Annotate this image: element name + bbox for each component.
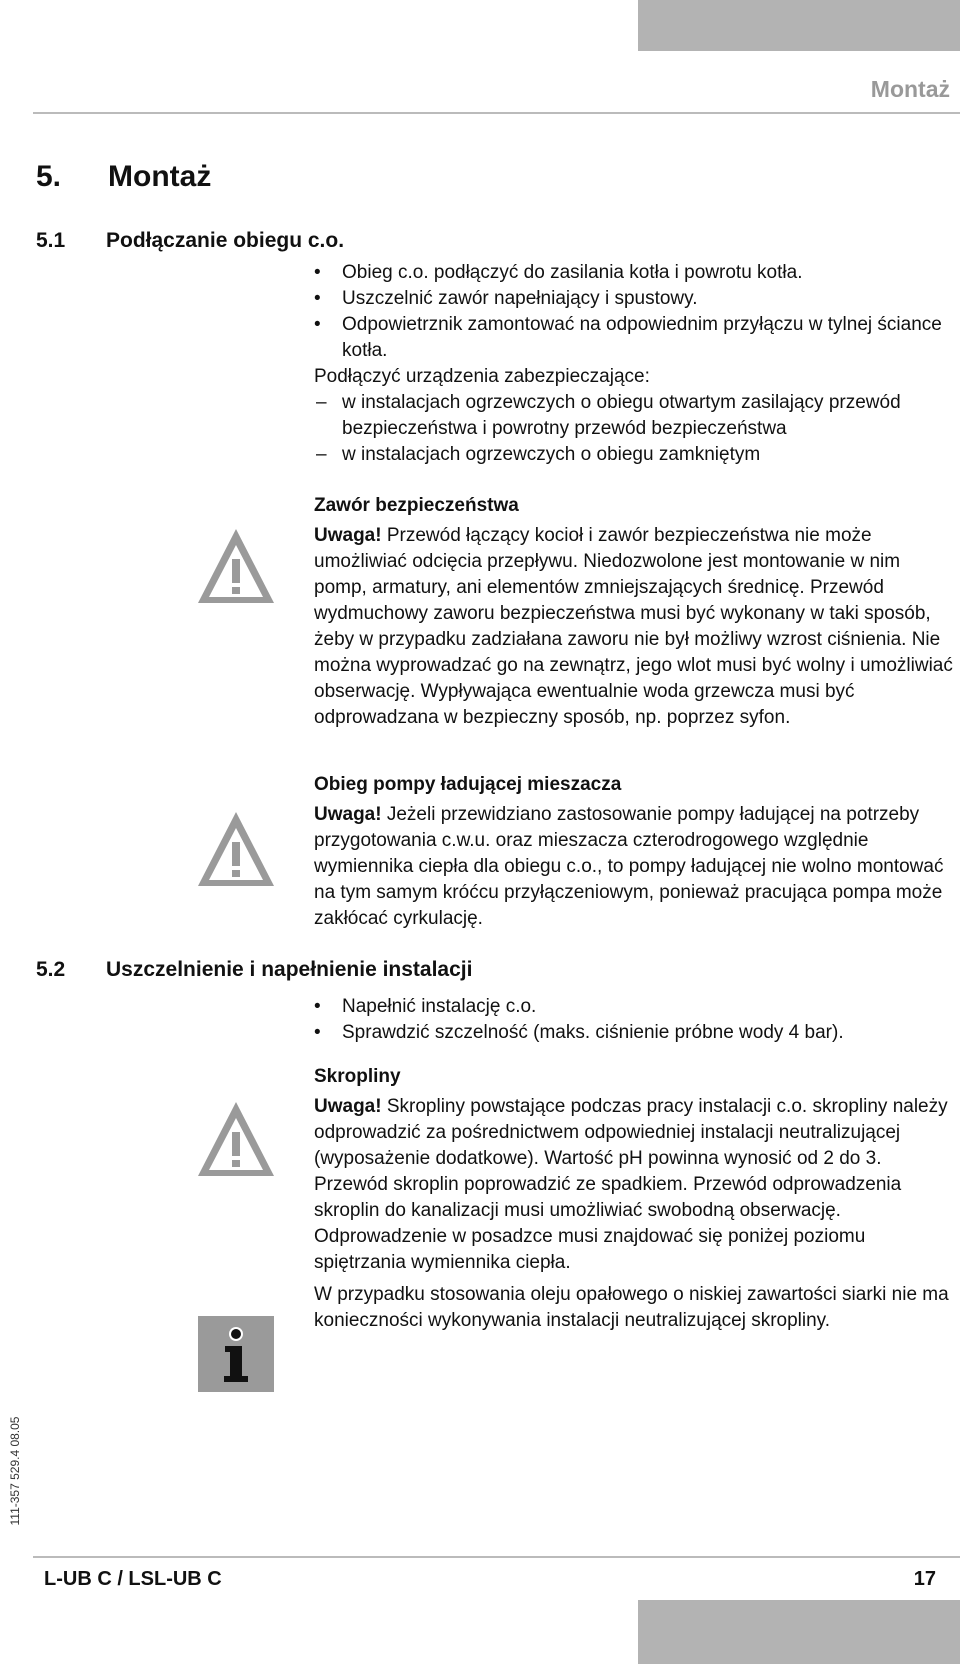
section-number: 5.1 <box>36 229 66 252</box>
bullet-mark: • <box>314 1022 321 1043</box>
bullet-mark: • <box>314 314 321 335</box>
list-item <box>314 994 954 1020</box>
list-item-text: Sprawdzić szczelność (maks. ciśnienie próbne wody 4 bar). <box>342 1022 844 1043</box>
section-5-2-list <box>314 994 954 1046</box>
warning-icon <box>196 810 276 888</box>
list-item-text: Obieg c.o. podłączyć do zasilania kotła i powrotu kotła. <box>342 262 803 283</box>
dash-mark: – <box>316 392 327 413</box>
condensate-paragraph: Przewód skroplin poprowadzić ze spadkiem. Przewód odprowadzenia skroplin do kanalizacji musi umożliwiać swobodną obserwację. Odprowadzenie w posadzce musi znajdować się poniżej poziomu spiętrzania wymiennika ciepła. <box>314 1174 902 1273</box>
list-item-text: w instalacjach ogrzewczych o obiegu otwartym zasilający przewód bezpieczeństwa i powrotny przewód bezpieczeństwa <box>342 392 901 439</box>
section-5-1-list <box>314 260 954 468</box>
section-title: Podłączanie obiegu c.o. <box>106 229 345 252</box>
warning-icon <box>196 1100 276 1178</box>
warning-label: Uwaga! <box>314 804 382 825</box>
section-heading-5-2 <box>36 958 472 982</box>
footer-model: L-UB C / LSL-UB C <box>44 1568 222 1590</box>
warning-icon <box>196 527 276 605</box>
safety-valve-block <box>314 493 954 731</box>
list-item <box>314 442 954 468</box>
safety-intro: Podłączyć urządzenia zabezpieczające: <box>314 366 650 387</box>
document-code: 111-357 529.4 08.05 <box>8 1416 22 1526</box>
list-item <box>314 1020 954 1046</box>
header-rule <box>33 112 960 114</box>
chapter-heading <box>36 160 211 194</box>
list-item-text: Uszczelnić zawór napełniający i spustowy. <box>342 288 698 309</box>
section-heading-5-1 <box>36 229 344 253</box>
section-number: 5.2 <box>36 958 66 981</box>
warning-paragraph <box>314 1094 954 1172</box>
list-item <box>314 312 954 364</box>
page-number: 17 <box>913 1568 936 1590</box>
warning-text: Przewód łączący kocioł i zawór bezpieczeństwa nie może umożliwiać odcięcia przepływu. Niedozwolone jest montowanie w nim pomp, armatury, ani elementów zmniejszających średnicę. Przewód wydmuchowy zaworu bezpieczeństwa musi być wykonany w taki sposób, żeby w przypadku zadziałana zaworu nie był możliwy wzrost ciśnienia. Nie można wyprowadzać go na zewnątrz, jego wlot musi być wolny i umożliwiać obserwację. Wypływająca ewentualnie woda grzewcza musi być odprowadzana w bezpieczny sposób, np. poprzez syfon. <box>314 525 953 728</box>
footer-rule <box>33 1556 960 1558</box>
dash-mark: – <box>316 444 327 465</box>
bullet-mark: • <box>314 288 321 309</box>
warning-text: Skropliny powstające podczas pracy instalacji c.o. skropliny należy odprowadzić za pośrednictwem odpowiedniej instalacji neutralizującej (wyposażenie dodatkowe). Wartość pH powinna wynosić od 2 do 3. <box>314 1096 948 1169</box>
footer-tab <box>638 1600 960 1664</box>
warning-label: Uwaga! <box>314 1096 382 1117</box>
list-item <box>314 390 954 442</box>
warning-paragraph <box>314 802 954 932</box>
condensate-block <box>314 1064 954 1334</box>
subheading: Zawór bezpieczeństwa <box>314 495 519 516</box>
warning-text: Jeżeli przewidziano zastosowanie pompy ładującej na potrzeby przygotowania c.w.u. oraz mieszacza czterodrogowego względnie wymiennika ciepła dla obiegu c.o., to pompy ładującej nie wolno montować na tym samym króćcu przyłączeniowym, ponieważ pracująca pompa może zakłócać cyrkulację. <box>314 804 944 929</box>
section-title: Uszczelnienie i napełnienie instalacji <box>106 958 473 981</box>
info-paragraph: W przypadku stosowania oleju opałowego o niskiej zawartości siarki nie ma konieczności wykonywania instalacji neutralizującej skropliny. <box>314 1284 949 1331</box>
warning-label: Uwaga! <box>314 525 382 546</box>
chapter-title: Montaż <box>108 160 212 193</box>
running-header: Montaż <box>870 76 950 102</box>
info-icon <box>198 1316 274 1392</box>
pump-circuit-block <box>314 772 954 932</box>
list-item <box>314 260 954 286</box>
bullet-mark: • <box>314 262 321 283</box>
list-item <box>314 286 954 312</box>
header-tab <box>638 0 960 51</box>
list-item-text: Napełnić instalację c.o. <box>342 996 537 1017</box>
list-item-text: w instalacjach ogrzewczych o obiegu zamkniętym <box>342 444 761 465</box>
subheading: Obieg pompy ładującej mieszacza <box>314 774 622 795</box>
list-item-text: Odpowietrznik zamontować na odpowiednim przyłączu w tylnej ściance kotła. <box>342 314 942 361</box>
bullet-mark: • <box>314 996 321 1017</box>
chapter-number: 5. <box>36 160 62 193</box>
subheading: Skropliny <box>314 1066 401 1087</box>
warning-paragraph <box>314 523 954 731</box>
